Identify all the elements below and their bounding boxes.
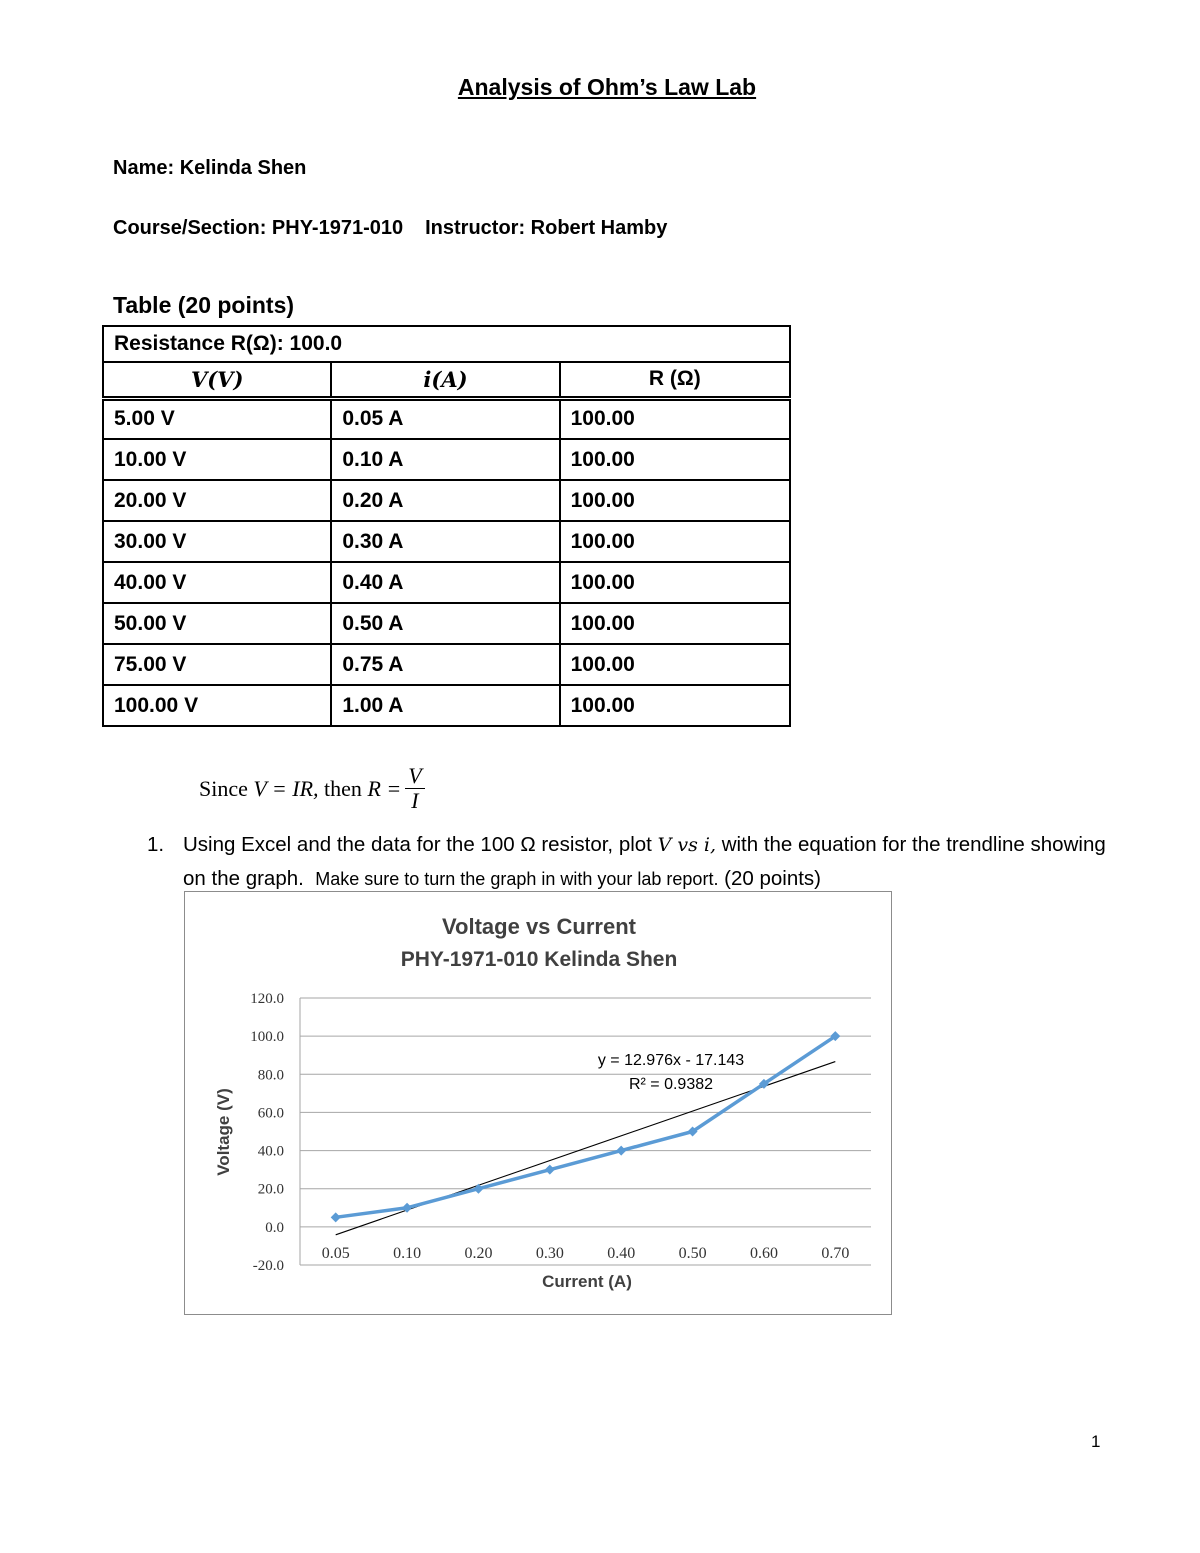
table-row [103, 439, 790, 480]
formula-since: Since [199, 775, 248, 801]
chart-title-line1: Voltage vs Current [442, 914, 636, 939]
formula-numerator: V [405, 764, 424, 789]
y-axis-ticks [250, 991, 284, 1274]
cell-resistance: 100.00 [560, 644, 790, 685]
formula-fraction [405, 764, 424, 813]
chart-title-line2: PHY-1971-010 Kelinda Shen [400, 948, 678, 971]
cell-resistance: 100.00 [560, 439, 790, 480]
cell-resistance: 100.00 [560, 398, 790, 439]
name-line: Name: Kelinda Shen [113, 157, 307, 179]
question-text-c: Make sure to turn the graph in with your lab report. [315, 869, 719, 889]
y-tick-label: 100.0 [250, 1029, 284, 1046]
cell-voltage: 5.00 V [103, 398, 331, 439]
x-axis-label: Current (A) [542, 1272, 632, 1291]
data-point [473, 1184, 483, 1194]
cell-current: 0.75 A [331, 644, 559, 685]
y-tick-label: 120.0 [250, 991, 284, 1007]
table-row [103, 603, 790, 644]
cell-resistance: 100.00 [560, 521, 790, 562]
x-tick-label: 0.50 [678, 1245, 707, 1262]
trendline-r2: R² = 0.9382 [628, 1076, 714, 1093]
y-tick-label: -20.0 [252, 1258, 284, 1274]
cell-voltage: 10.00 V [103, 439, 331, 480]
instructor: Instructor: Robert Hamby [425, 217, 668, 239]
question-1 [147, 828, 1107, 896]
chart-svg [185, 892, 893, 1316]
header-current: i(A) [331, 362, 559, 398]
chart-gridlines [300, 998, 871, 1265]
question-text [183, 828, 1107, 896]
data-point [545, 1165, 555, 1175]
x-tick-label: 0.10 [393, 1245, 422, 1262]
question-text-b: with the equation for the trendline showing on the graph. [183, 833, 1106, 890]
ohms-law-table [102, 325, 791, 727]
document-title: Analysis of Ohm’s Law Lab [457, 74, 757, 100]
table-header-row [103, 362, 790, 398]
data-point [331, 1212, 341, 1222]
question-text-d: (20 points) [724, 867, 822, 890]
resistance-row [103, 326, 790, 362]
y-axis-label: Voltage (V) [214, 1088, 233, 1176]
table-row [103, 644, 790, 685]
cell-resistance: 100.00 [560, 685, 790, 726]
header-resistance: R (Ω) [560, 362, 790, 398]
cell-voltage: 20.00 V [103, 480, 331, 521]
cell-current: 0.10 A [331, 439, 559, 480]
cell-voltage: 40.00 V [103, 562, 331, 603]
table-row [103, 480, 790, 521]
course-instructor-line [113, 217, 667, 240]
page-number: 1 [1091, 1432, 1101, 1451]
y-tick-label: 20.0 [257, 1181, 284, 1198]
voltage-current-chart [184, 891, 892, 1315]
cell-current: 0.50 A [331, 603, 559, 644]
cell-current: 0.30 A [331, 521, 559, 562]
cell-voltage: 75.00 V [103, 644, 331, 685]
cell-voltage: 30.00 V [103, 521, 331, 562]
cell-voltage: 100.00 V [103, 685, 331, 726]
y-tick-label: 80.0 [257, 1067, 284, 1084]
y-tick-label: 0.0 [265, 1219, 284, 1236]
x-tick-label: 0.20 [464, 1245, 493, 1262]
x-tick-label: 0.30 [535, 1245, 564, 1262]
table-heading: Table (20 points) [113, 292, 295, 318]
table-row [103, 521, 790, 562]
formula-lhs: R = [367, 775, 402, 801]
cell-current: 0.40 A [331, 562, 559, 603]
table-row [103, 398, 790, 439]
cell-resistance: 100.00 [560, 480, 790, 521]
question-text-a: Using Excel and the data for the 100 Ω resistor, plot [183, 833, 652, 856]
series-line [336, 1036, 836, 1217]
x-tick-label: 0.70 [821, 1245, 850, 1262]
cell-resistance: 100.00 [560, 603, 790, 644]
table-row [103, 685, 790, 726]
x-axis-ticks [322, 1245, 850, 1262]
cell-resistance: 100.00 [560, 562, 790, 603]
series-points [331, 1031, 841, 1222]
y-tick-label: 60.0 [257, 1105, 284, 1122]
formula-eq1: V = IR, [253, 775, 319, 801]
formula-then: then [324, 775, 362, 801]
x-tick-label: 0.60 [749, 1245, 778, 1262]
question-math: V vs i, [657, 834, 716, 856]
cell-voltage: 50.00 V [103, 603, 331, 644]
trendline-equation: y = 12.976x - 17.143 [597, 1052, 745, 1069]
ohms-law-formula [199, 764, 425, 813]
cell-current: 0.20 A [331, 480, 559, 521]
cell-current: 0.05 A [331, 398, 559, 439]
cell-current: 1.00 A [331, 685, 559, 726]
x-tick-label: 0.05 [321, 1245, 350, 1262]
formula-denominator: I [411, 788, 419, 813]
header-voltage: V(V) [103, 362, 331, 398]
course-section: Course/Section: PHY-1971-010 [113, 217, 404, 239]
y-tick-label: 40.0 [257, 1143, 284, 1160]
table-row [103, 562, 790, 603]
question-number: 1. [147, 833, 165, 856]
x-tick-label: 0.40 [607, 1245, 636, 1262]
data-point [616, 1146, 626, 1156]
resistance-label: Resistance R(Ω): 100.0 [103, 326, 790, 362]
